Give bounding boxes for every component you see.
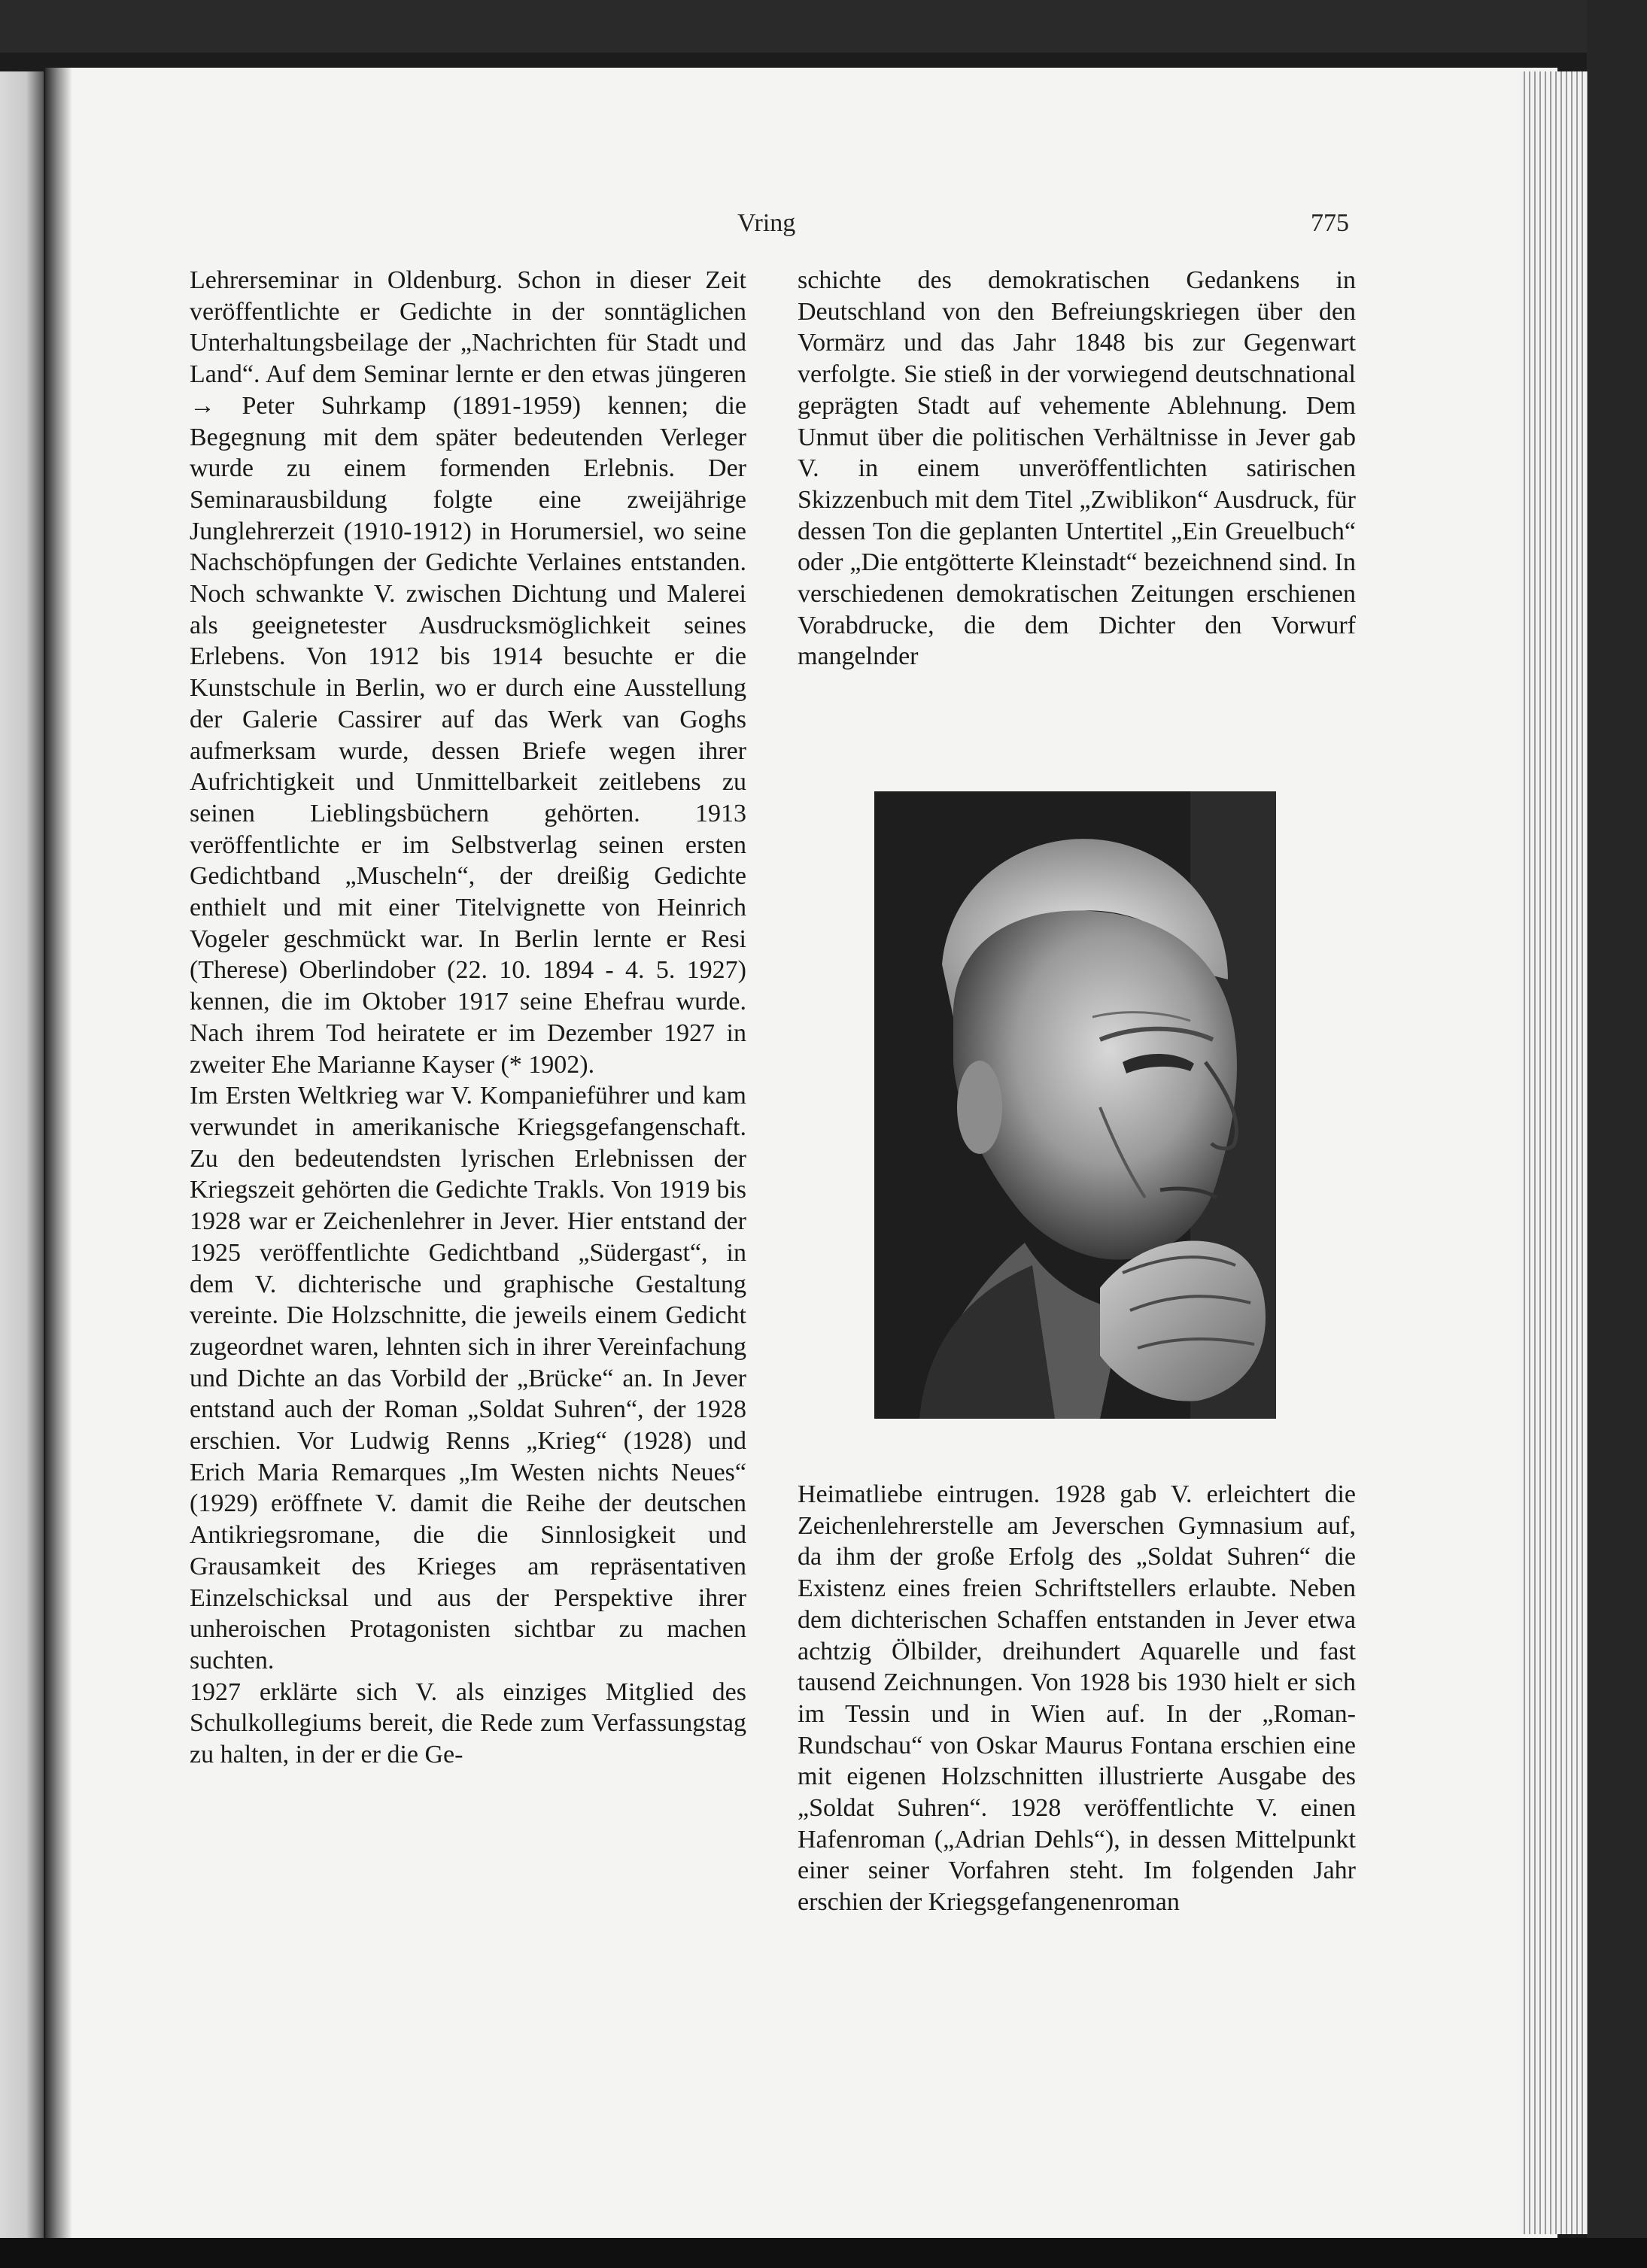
- paragraph: Heimatliebe eintrugen. 1928 gab V. erleichtert die Zeichenlehrerstelle am Jeverschen Gymnasium auf, da ihm der große Erfolg des „Soldat Suhren“ die Existenz eines freien Schriftstellers erlaubte. Neben dem dichterischen Schaffen entstanden in Jever etwa achtzig Ölbilder, dreihundert Aquarelle und fast tausend Zeichnungen. Von 1928 bis 1930 hielt er sich im Tessin und in Wien auf. In der „Roman-Rundschau“ von Oskar Maurus Fontana erschien eine mit eigenen Holzschnitten illustrierte Ausgabe des „Soldat Suhren“. 1928 veröffentlichte V. einen Hafenroman („Adrian Dehls“), in dessen Mittelpunkt einer seiner Vorfahren steht. Im folgenden Jahr erschien der Kriegsgefangenenroman: [798, 1480, 1356, 1917]
- scanner-background-right: [1587, 0, 1647, 2268]
- paragraph: Lehrerseminar in Oldenburg. Schon in dieser Zeit veröffentlichte er Gedichte in der sonntäglichen Unterhaltungsbeilage der „Nachrichten für Stadt und Land“. Auf dem Seminar lernte er den etwas jüngeren → Peter Suhrkamp (1891-1959) kennen; die Begegnung mit dem später bedeutenden Verleger wurde zu einem formenden Erlebnis. Der Seminarausbildung folgte eine zweijährige Junglehrerzeit (1910-1912) in Horumersiel, wo seine Nachschöpfungen der Gedichte Verlaines entstanden. Noch schwankte V. zwischen Dichtung und Malerei als geeignetester Ausdrucksmöglichkeit seines Erlebens. Von 1912 bis 1914 besuchte er die Kunstschule in Berlin, wo er durch eine Ausstellung der Galerie Cassirer auf das Werk van Goghs aufmerksam wurde, dessen Briefe wegen ihrer Aufrichtigkeit und Unmittelbarkeit zeitlebens zu seinen Lieblingsbüchern gehörten. 1913 veröffentlichte er im Selbstverlag seinen ersten Gedichtband „Muscheln“, der dreißig Gedichte enthielt und mit einer Titelvignette von Heinrich Vogeler geschmückt war. In Berlin lernte er Resi (Therese) Oberlindober (22. 10. 1894 - 4. 5. 1927) kennen, die im Oktober 1917 seine Ehefrau wurde. Nach ihrem Tod heiratete er im Dezember 1927 in zweiter Ehe Marianne Kayser (* 1902).: [190, 266, 746, 1079]
- running-head: Vring: [737, 209, 796, 237]
- right-column-top: [798, 265, 1356, 673]
- paragraph: 1927 erklärte sich V. als einziges Mitglied des Schulkollegiums bereit, die Rede zum Verfassungstag zu halten, in der er die Ge-: [190, 1677, 746, 1769]
- scanner-background-top: [0, 0, 1647, 53]
- scanner-background-bottom: [0, 2238, 1647, 2268]
- paragraph: Im Ersten Weltkrieg war V. Kompanieführer und kam verwundet in amerikanische Kriegsgefangenschaft. Zu den bedeutendsten lyrischen Erlebnissen der Kriegszeit gehörten die Gedichte Trakls. Von 1919 bis 1928 war er Zeichenlehrer in Jever. Hier entstand der 1925 veröffentlichte Gedichtband „Südergast“, in dem V. dichterische und graphische Gestaltung vereinte. Die Holzschnitte, die jeweils einem Gedicht zugeordnet waren, lehnten sich in ihrer Vereinfachung und Dichte an das Vorbild der „Brücke“ an. In Jever entstand auch der Roman „Soldat Suhren“, der 1928 erschien. Vor Ludwig Renns „Krieg“ (1928) und Erich Maria Remarques „Im Westen nichts Neues“ (1929) eröffnete V. damit die Reihe der deutschen Antikriegsromane, die die Sinnlosigkeit und Grausamkeit des Krieges am repräsentativen Einzelschicksal und aus der Perspektive ihrer unheroischen Protagonisten sichtbar zu machen suchten.: [190, 1082, 746, 1674]
- facing-page-edge: [0, 71, 44, 2238]
- page-number: 775: [1311, 209, 1349, 237]
- portrait-illustration: [874, 791, 1276, 1419]
- left-column: [190, 265, 746, 1771]
- page-stack-edges: [1520, 71, 1588, 2234]
- page-gutter-shadow: [45, 68, 72, 2238]
- paragraph: schichte des demokratischen Gedankens in Deutschland von den Befreiungskriegen über den Vormärz und das Jahr 1848 bis zur Gegenwart verfolgte. Sie stieß in der vorwiegend deutschnational geprägten Stadt auf vehemente Ablehnung. Dem Unmut über die politischen Verhältnisse in Jever gab V. in einem unveröffentlichten satirischen Skizzenbuch mit dem Titel „Zwiblikon“ Ausdruck, für dessen Ton die geplanten Untertitel „Ein Greuelbuch“ oder „Die entgötterte Kleinstadt“ bezeichnend sind. In verschiedenen demokratischen Zeitungen erschienen Vorabdrucke, die dem Dichter den Vorwurf mangelnder: [798, 266, 1356, 671]
- right-column-bottom: [798, 1479, 1356, 1918]
- portrait-photo: [874, 791, 1276, 1419]
